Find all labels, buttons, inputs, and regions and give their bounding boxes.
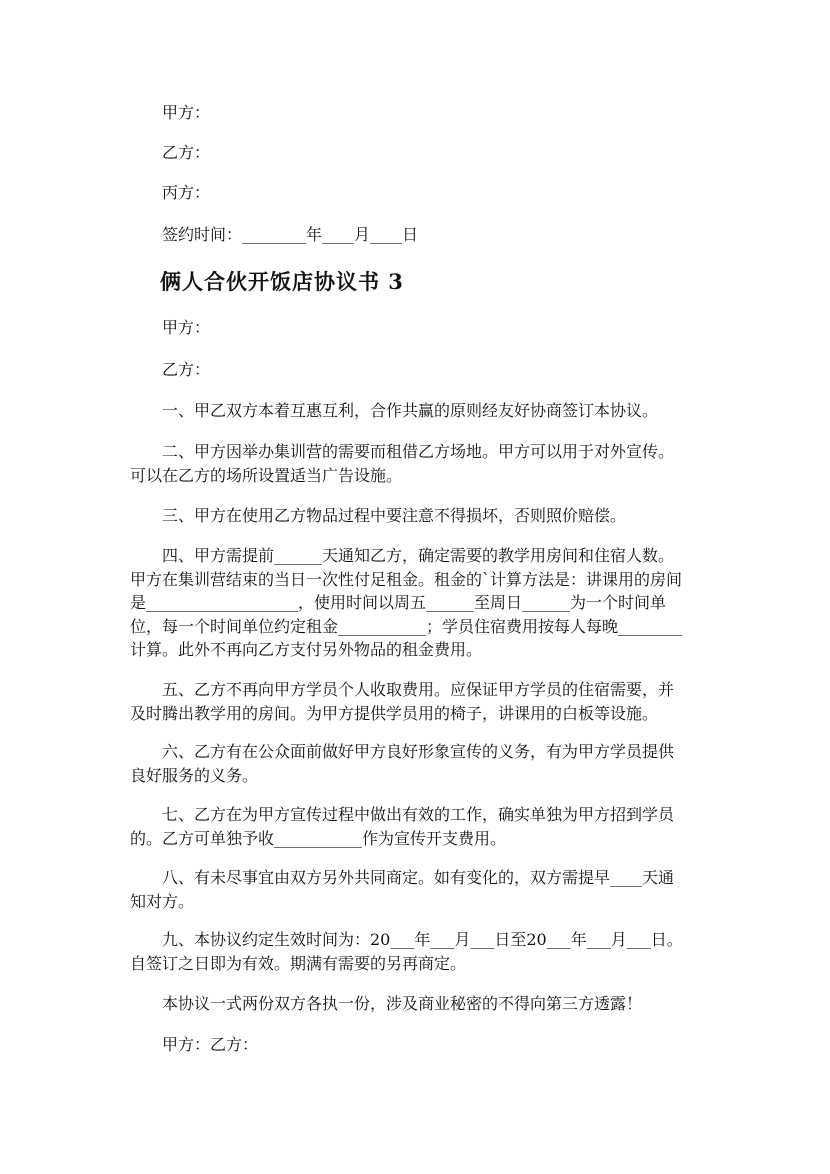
- clause-line: 可以在乙方的场所设置适当广告设施。: [130, 465, 403, 485]
- clause-line: 本协议一式两份双方各执一份，涉及商业秘密的不得向第三方透露！: [162, 994, 643, 1013]
- clause-line: 六、乙方有在公众面前做好甲方良好形象宣传的义务，有为甲方学员提供: [162, 742, 675, 761]
- clause-line: 位，每一个时间单位约定租金___________；学员住宿费用按每人每晚________: [130, 616, 683, 636]
- field-label: 乙方：: [162, 143, 211, 162]
- clause-line: 七、乙方在为甲方宣传过程中做出有效的工作，确实单独为甲方招到学员: [162, 805, 675, 824]
- clause-6: [130, 740, 720, 787]
- party-a: [130, 316, 720, 340]
- clause-7: [130, 803, 720, 850]
- clause-3: [130, 504, 720, 528]
- clause-line: 一、甲乙双方本着互惠互利，合作共赢的原则经友好协商签订本协议。: [162, 401, 659, 420]
- clause-1: [130, 399, 720, 423]
- clause-line: 三、甲方在使用乙方物品过程中要注意不得损坏，否则照价赔偿。: [162, 506, 627, 525]
- clause-line: 自签订之日即为有效。期满有需要的另再商定。: [130, 953, 467, 973]
- clause-line: 是___________________，使用时间以周五______至周日______为一个时间单: [130, 593, 667, 612]
- clause-line: 四、甲方需提前______天通知乙方，确定需要的教学用房间和住宿人数。: [162, 546, 675, 565]
- clause-line: 知对方。: [130, 891, 195, 911]
- header-party-c: [130, 181, 720, 205]
- clause-line: 九、本协议约定生效时间为：20___年___月___日至20___年___月___日。: [162, 930, 683, 949]
- clause-line: 八、有未尽事宜由双方另外共同商定。如有变化的，双方需提早____天通: [162, 868, 675, 887]
- header-party-b: [130, 141, 720, 165]
- header-party-a: [130, 101, 720, 125]
- clause-line: 的。乙方可单独予收___________作为宣传开支费用。: [130, 828, 507, 848]
- clause-line: 良好服务的义务。: [130, 765, 259, 785]
- clause-4: [130, 544, 720, 662]
- party-b: [130, 358, 720, 382]
- signing-date: [130, 223, 720, 247]
- document-title: 俩人合伙开饭店协议书 3: [160, 269, 404, 294]
- clause-line: 二、甲方因举办集训营的需要而租借乙方场地。甲方可以用于对外宣传。: [162, 442, 675, 461]
- clause-line: 计算。此外不再向乙方支付另外物品的租金费用。: [130, 640, 483, 659]
- field-label: 签约时间：________年____月____日: [162, 225, 419, 244]
- clause-line: 及时腾出教学用的房间。为甲方提供学员用的椅子，讲课用的白板等设施。: [130, 703, 659, 723]
- field-label: 丙方：: [162, 183, 211, 202]
- field-label: 乙方：: [162, 360, 211, 379]
- field-label: 甲方：: [162, 318, 211, 337]
- clause-5: [130, 678, 720, 725]
- clause-line: 甲方在集训营结束的当日一次性付足租金。租金的`计算方法是：讲课用的房间: [130, 569, 683, 589]
- clause-8: [130, 866, 720, 913]
- clause-2: [130, 440, 720, 487]
- clause-9: [130, 928, 720, 975]
- clause-line: 五、乙方不再向甲方学员个人收取费用。应保证甲方学员的住宿需要，并: [162, 680, 675, 699]
- clause-line: 甲方：乙方：: [162, 1035, 259, 1054]
- field-label: 甲方：: [162, 103, 211, 122]
- confidentiality-note: [130, 992, 720, 1016]
- signature-line: [130, 1033, 720, 1057]
